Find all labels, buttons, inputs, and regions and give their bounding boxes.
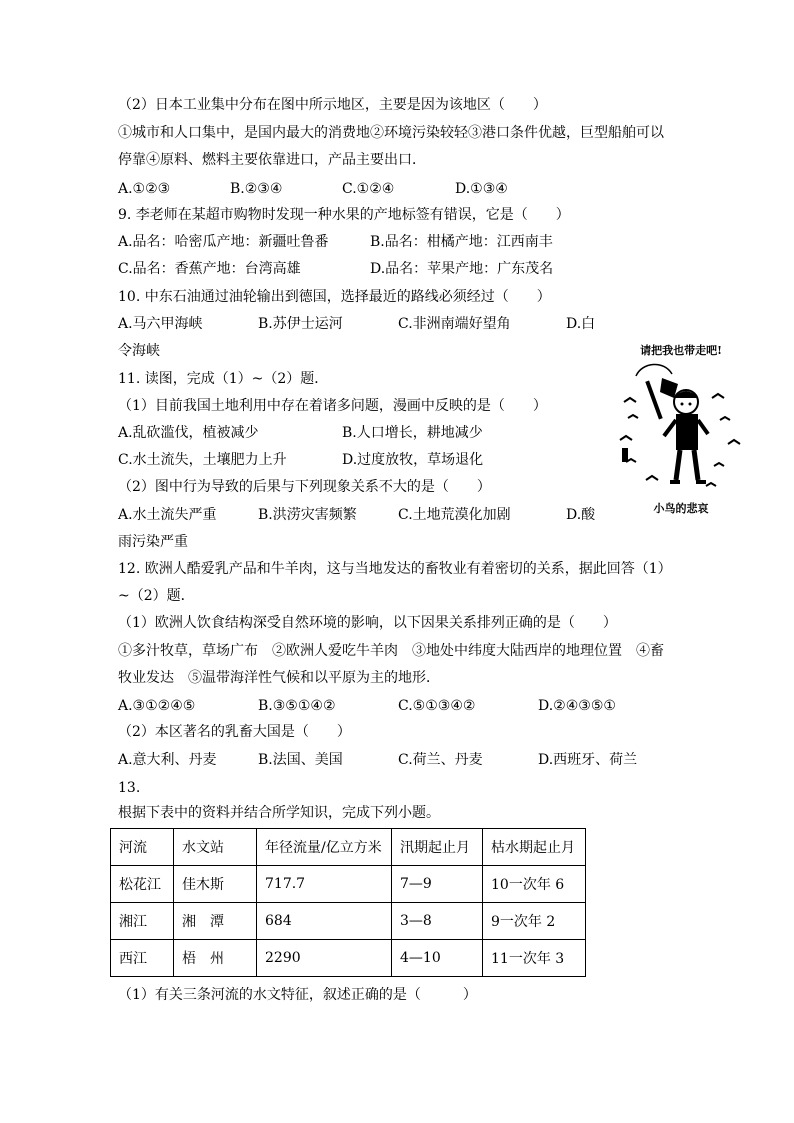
q12-sub1: （1）欧洲人饮食结构深受自然环境的影响，以下因果关系排列正确的是（ ） bbox=[118, 615, 617, 631]
q11-sub1-option-b: B.人口增长，耕地减少 bbox=[342, 425, 483, 441]
q9-option-d: D.品名：苹果产地：广东茂名 bbox=[370, 261, 554, 277]
table-cell: 9一次年 2 bbox=[483, 903, 586, 940]
table-row bbox=[111, 866, 586, 903]
table-cell: 西江 bbox=[111, 940, 174, 977]
q13-number: 13. bbox=[118, 780, 141, 796]
q12-statement-line2: 牧业发达 ⑤温带海洋性气候和以平原为主的地形． bbox=[118, 670, 440, 686]
q11-sub1-option-c: C.水土流失，土壤肥力上升 bbox=[118, 452, 287, 468]
q10-option-a: A.马六甲海峡 bbox=[118, 316, 203, 332]
table-cell: 684 bbox=[257, 903, 392, 940]
q12-sub1-option-b: B.③⑤①④② bbox=[258, 698, 336, 714]
q11-sub2-option-d-wrap: 雨污染严重 bbox=[118, 534, 188, 550]
q8-option-b: B.②③④ bbox=[230, 181, 283, 197]
table-cell: 湘江 bbox=[111, 903, 174, 940]
q12-statement-line1: ①多汁牧草，草场广布 ②欧洲人爱吃牛羊肉 ③地处中纬度大陆西岸的地理位置 ④畜 bbox=[118, 643, 664, 659]
table-cell: 梧 州 bbox=[174, 940, 257, 977]
q12-sub1-option-a: A.③①②④⑤ bbox=[118, 698, 196, 714]
q9-option-b: B.品名：柑橘产地：江西南丰 bbox=[370, 234, 553, 250]
q10-option-b: B.苏伊士运河 bbox=[258, 316, 343, 332]
q11-sub2-option-d: D.酸 bbox=[566, 507, 596, 523]
q8-option-a: A.①②③ bbox=[118, 181, 171, 197]
q11-sub2-option-b: B.洪涝灾害频繁 bbox=[258, 507, 357, 523]
q9-stem: 9. 李老师在某超市购物时发现一种水果的产地标签有错误，它是（ ） bbox=[118, 207, 570, 223]
q11-sub2: （2）图中行为导致的后果与下列现象关系不大的是（ ） bbox=[118, 479, 491, 495]
q9-option-a: A.品名：哈密瓜产地：新疆吐鲁番 bbox=[118, 234, 329, 250]
table-row bbox=[111, 903, 586, 940]
table-cell: 717.7 bbox=[257, 866, 392, 903]
q8-statement-line2: 停靠④原料、燃料主要依靠进口，产品主要出口． bbox=[118, 152, 426, 168]
table-header-cell: 河流 bbox=[111, 829, 174, 866]
q11-sub2-option-a: A.水土流失严重 bbox=[118, 507, 217, 523]
q9-option-c: C.品名：香蕉产地：台湾高雄 bbox=[118, 261, 301, 277]
q13-sub1: （1）有关三条河流的水文特征，叙述正确的是（ ） bbox=[118, 987, 477, 1003]
q12-sub2-option-c: C.荷兰、丹麦 bbox=[398, 752, 483, 768]
q12-sub2: （2）本区著名的乳畜大国是（ ） bbox=[118, 724, 351, 740]
table-cell: 11一次年 3 bbox=[483, 940, 586, 977]
table-cell: 松花江 bbox=[111, 866, 174, 903]
q12-sub2-option-a: A.意大利、丹麦 bbox=[118, 752, 217, 768]
table-cell: 2290 bbox=[257, 940, 392, 977]
q11-sub2-option-c: C.土地荒漠化加剧 bbox=[398, 507, 511, 523]
table-header-cell: 汛期起止月 bbox=[392, 829, 483, 866]
q11-sub1-option-a: A.乱砍滥伐，植被减少 bbox=[118, 425, 259, 441]
table-cell: 佳木斯 bbox=[174, 866, 257, 903]
q12-stem-line1: 12. 欧洲人酷爱乳产品和牛羊肉，这与当地发达的畜牧业有着密切的关系，据此回答（1） bbox=[118, 561, 672, 577]
q12-sub2-option-b: B.法国、美国 bbox=[258, 752, 343, 768]
table-header-cell: 枯水期起止月 bbox=[483, 829, 586, 866]
table-header-row bbox=[111, 829, 586, 866]
q8-sub2: （2）日本工业集中分布在图中所示地区，主要是因为该地区（ ） bbox=[118, 97, 547, 113]
q12-sub1-option-d: D.②④③⑤① bbox=[538, 698, 616, 714]
cartoon-drawing bbox=[616, 340, 746, 520]
q12-sub1-option-c: C.⑤①③④② bbox=[398, 698, 476, 714]
table-header-cell: 水文站 bbox=[174, 829, 257, 866]
q12-stem-line2: ~（2）题． bbox=[118, 588, 195, 604]
table-cell: 7—9 bbox=[392, 866, 483, 903]
q10-option-c: C.非洲南端好望角 bbox=[398, 316, 511, 332]
q12-sub2-option-d: D.西班牙、荷兰 bbox=[538, 752, 638, 768]
table-row bbox=[111, 940, 586, 977]
q10-stem: 10. 中东石油通过油轮输出到德国，选择最近的路线必须经过（ ） bbox=[118, 289, 551, 305]
q13-stem: 根据下表中的资料并结合所学知识，完成下列小题。 bbox=[118, 805, 440, 821]
q8-option-c: C.①②④ bbox=[342, 181, 395, 197]
hydrology-table bbox=[110, 828, 586, 977]
table-cell: 湘 潭 bbox=[174, 903, 257, 940]
table-cell: 4—10 bbox=[392, 940, 483, 977]
cartoon-caption: 小鸟的悲哀 bbox=[653, 502, 709, 515]
cartoon-speech-text: 请把我也带走吧! bbox=[640, 344, 722, 357]
q11-sub1-option-d: D.过度放牧，草场退化 bbox=[342, 452, 484, 468]
q11-sub1: （1）目前我国土地利用中存在着诸多问题，漫画中反映的是（ ） bbox=[118, 398, 547, 414]
q8-statement-line1: ①城市和人口集中，是国内最大的消费地②环境污染较轻③港口条件优越，巨型船舶可以 bbox=[118, 125, 664, 141]
table-cell: 10一次年 6 bbox=[483, 866, 586, 903]
table-cell: 3—8 bbox=[392, 903, 483, 940]
q10-option-d-wrap: 令海峡 bbox=[118, 343, 160, 359]
q8-option-d: D.①③④ bbox=[455, 181, 508, 197]
table-header-cell: 年径流量/亿立方米 bbox=[257, 829, 392, 866]
q10-option-d: D.白 bbox=[566, 316, 596, 332]
q11-stem: 11. 读图，完成（1）~（2）题． bbox=[118, 371, 329, 387]
cartoon-figure bbox=[616, 340, 746, 520]
